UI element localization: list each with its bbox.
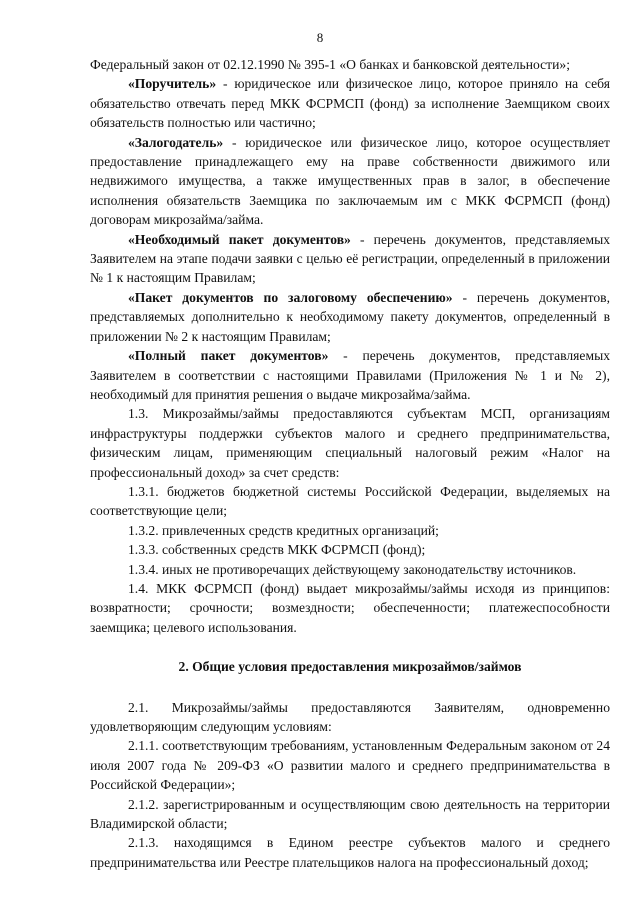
paragraph-text: 2.1.3. находящимся в Едином реестре субъектов малого и среднего предпринимательства или Реестре плательщиков налога на профессиональный доход;	[90, 835, 610, 870]
paragraph	[90, 230, 610, 288]
paragraph-text: 1.3. Микрозаймы/займы предоставляются субъектам МСП, организациям инфраструктуры поддержки субъектов малого и среднего предпринимательства, физическим лицам, применяющим специальный налоговый режим «Налог на профессиональный доход» за счет средств:	[90, 406, 610, 480]
section-heading: 2. Общие условия предоставления микрозаймов/займов	[178, 659, 522, 675]
paragraph-text: - юридическое или физическое лицо, которое осуществляет предоставление принадлежащего ему на праве собственности движимого или недвижимого имущества, а также имущественных прав в залог, в обеспечение исполнения обязательств Заемщика по заключаемым им с МКК ФСРМСП (фонд) договорам микрозайма/займа.	[90, 134, 610, 228]
paragraph	[90, 795, 610, 834]
paragraph	[90, 346, 610, 404]
defined-term: «Пакет документов по залоговому обеспечению»	[128, 289, 453, 305]
defined-term: «Полный пакет документов»	[128, 348, 329, 364]
paragraph-text: 2.1.2. зарегистрированным и осуществляющим свою деятельность на территории Владимирской области;	[90, 796, 610, 832]
paragraph-text: - юридическое или физическое лицо, которое приняло на себя обязательство отвечать перед МКК ФСРМСП (фонд) за исполнение Заемщиком своих обязательств полностью или частично;	[90, 76, 610, 131]
paragraph-text: - перечень документов, представляемых дополнительно к необходимому пакету документов, определенный в приложении № 2 к настоящим Правилам;	[90, 289, 610, 344]
paragraph	[90, 521, 610, 540]
paragraph	[90, 560, 610, 579]
paragraph-text: 1.3.4. иных не противоречащих действующему законодательству источников.	[128, 561, 577, 577]
page-number: 8	[316, 30, 324, 45]
paragraph-text: 1.4. МКК ФСРМСП (фонд) выдает микрозаймы/займы исходя из принципов: возвратности; срочности; возмездности; обеспеченности; платежеспособности заемщика; целевого использования.	[90, 580, 610, 635]
paragraph-text: 2.1.1. соответствующим требованиям, установленным Федеральным законом от 24 июля 2007 года № 209-ФЗ «О развитии малого и среднего предпринимательства в Российской Федерации»;	[90, 738, 610, 793]
paragraph	[90, 540, 610, 559]
paragraph	[90, 736, 610, 794]
paragraph	[90, 833, 610, 872]
paragraph	[90, 579, 610, 637]
paragraphs-after-heading	[90, 698, 610, 873]
paragraph	[90, 55, 610, 74]
paragraph	[90, 288, 610, 346]
paragraph	[90, 482, 610, 521]
paragraph-text: 2.1. Микрозаймы/займы предоставляются Заявителям, одновременно удовлетворяющим следующим условиям:	[90, 699, 610, 734]
paragraph	[90, 698, 610, 737]
document-body	[90, 55, 610, 872]
paragraph	[90, 404, 610, 482]
paragraph	[90, 133, 610, 230]
defined-term: «Залогодатель»	[128, 134, 224, 150]
paragraph-text: 1.3.1. бюджетов бюджетной системы Российской Федерации, выделяемых на соответствующие цели;	[90, 483, 610, 519]
defined-term: «Необходимый пакет документов»	[128, 231, 351, 247]
paragraph-text: - перечень документов, представляемых Заявителем на этапе подачи заявки с целью её регистрации, определенный в приложении № 1 к настоящим Правилам;	[90, 231, 611, 286]
paragraph	[90, 74, 610, 132]
paragraphs-before-heading	[90, 55, 610, 637]
paragraph-text: 1.3.2. привлеченных средств кредитных организаций;	[128, 522, 439, 538]
paragraph-text: - перечень документов, представляемых Заявителем в соответствии с настоящими Правилами (Приложения № 1 и № 2), необходимый для принятия решения о выдаче микрозайма/займа.	[90, 348, 610, 402]
paragraph-text: 1.3.3. собственных средств МКК ФСРМСП (фонд);	[128, 542, 426, 558]
paragraph-text: Федеральный закон от 02.12.1990 № 395-1 «О банках и банковской деятельности»;	[90, 57, 570, 72]
defined-term: «Поручитель»	[128, 76, 217, 92]
